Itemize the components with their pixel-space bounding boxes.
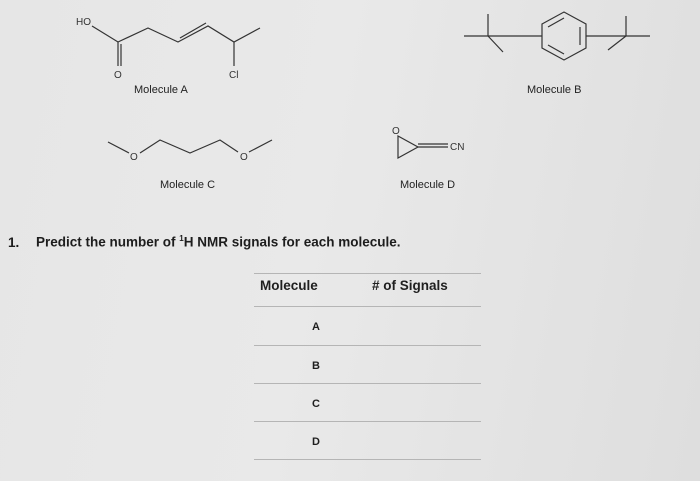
molecule-d-nitrile: CN [450,142,465,153]
column-header-signals: # of Signals [372,278,448,293]
table-row-c-rule [254,421,481,422]
row-a-molecule: A [312,321,320,333]
row-c-molecule: C [312,398,320,410]
molecule-c-oxygen-1: O [130,152,138,163]
question-text-end: H NMR signals for each molecule. [183,234,401,250]
molecule-d-oxygen: O [392,126,400,137]
column-header-molecule: Molecule [260,278,318,293]
table-row-b-rule [254,383,481,384]
molecule-b-structure [464,12,650,60]
question-number: 1. [8,234,20,250]
molecule-a-chlorine: Cl [229,70,239,81]
question-superscript: 1 [179,234,184,243]
question-text-start: Predict the number of [36,234,180,250]
molecule-a-carbonyl-oxygen: O [114,70,122,81]
molecule-a-structure [92,23,260,66]
table-rule-top [254,273,481,274]
molecule-b-label: Molecule B [527,84,582,96]
row-b-molecule: B [312,360,320,372]
molecule-c-label: Molecule C [160,179,216,191]
table-row-a-rule [254,345,481,346]
question-prompt [8,234,401,250]
molecule-a-label: Molecule A [134,84,188,96]
table-rule-header [254,306,481,307]
molecule-d-structure [398,136,448,158]
molecule-d-label: Molecule D [400,179,456,191]
table-row-d-rule [254,459,481,460]
row-d-molecule: D [312,436,320,448]
molecule-c-oxygen-2: O [240,152,248,163]
molecule-a-hydroxyl: HO [76,17,91,28]
